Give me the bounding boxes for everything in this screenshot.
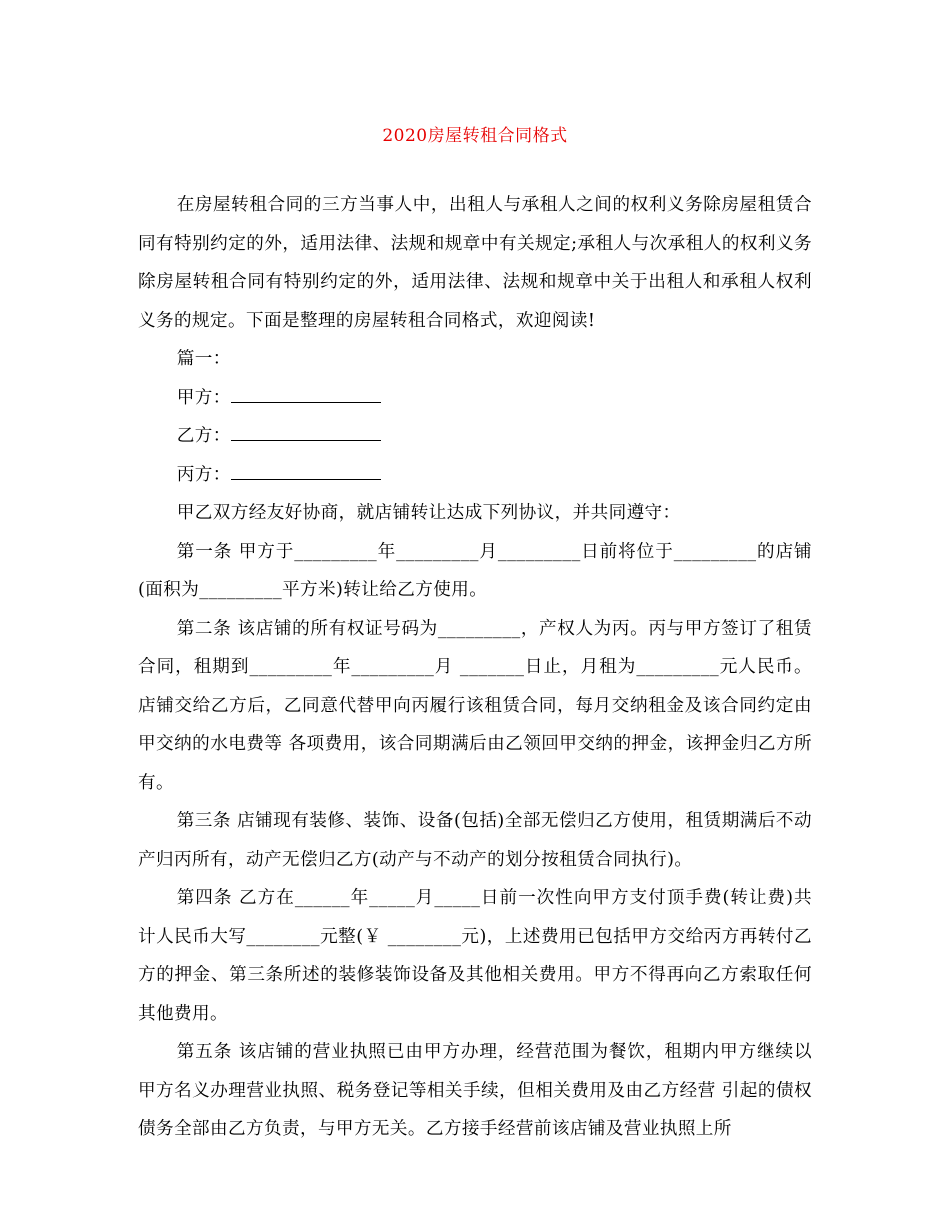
document-body xyxy=(138,186,812,1149)
party-c-label: 丙方： xyxy=(176,464,231,485)
document-title: 2020房屋转租合同格式 xyxy=(382,126,568,146)
party-a-label: 甲方： xyxy=(176,387,231,408)
section-label: 篇一： xyxy=(176,349,231,369)
party-b-blank xyxy=(231,439,381,441)
party-b-line xyxy=(138,417,812,456)
article-3: 第三条 店铺现有装修、装饰、设备(包括)全部无偿归乙方使用，租赁期满后不动产归丙所有，动产无偿归乙方(动产与不动产的划分按租赁合同执行)。 xyxy=(138,811,812,870)
party-c-line xyxy=(138,456,812,495)
article-2: 第二条 该店铺的所有权证号码为_________，产权人为丙。丙与甲方签订了租赁合同，租期到_________年_________月 _______日止，月租为_________元人民币。店铺交给乙方后，乙同意代替甲向丙履行该租赁合同，每月交纳租金及该合同约定由甲交纳的水电费等 各项费用，该合同期满后由乙领回甲交纳的押金，该押金归乙方所有。 xyxy=(138,618,812,793)
party-a-blank xyxy=(231,401,381,403)
article-4: 第四条 乙方在______年_____月_____日前一次性向甲方支付顶手费(转让费)共计人民币大写________元整(￥ ________元)，上述费用已包括甲方交给丙方再转付乙方的押金、第三条所述的装修装饰设备及其他相关费用。甲方不得再向乙方索取任何其他费用。 xyxy=(138,888,812,1024)
article-5: 第五条 该店铺的营业执照已由甲方办理，经营范围为餐饮，租期内甲方继续以甲方名义办理营业执照、税务登记等相关手续，但相关费用及由乙方经营 引起的债权债务全部由乙方负责，与甲方无关。乙方接手经营前该店铺及营业执照上所 xyxy=(138,1042,812,1139)
party-b-label: 乙方： xyxy=(176,426,231,446)
article-1: 第一条 甲方于_________年_________月_________日前将位于_________的店铺(面积为_________平方米)转让给乙方使用。 xyxy=(138,541,812,600)
intro-paragraph: 在房屋转租合同的三方当事人中，出租人与承租人之间的权利义务除房屋租赁合同有特别约定的外，适用法律、法规和规章中有关规定;承租人与次承租人的权利义务除房屋转租合同有特别约定的外，适用法律、法规和规章中关于出租人和承租人权利义务的规定。下面是整理的房屋转租合同格式，欢迎阅读! xyxy=(138,195,812,331)
party-a-line xyxy=(138,379,812,418)
agreement-intro: 甲乙双方经友好协商，就店铺转让达成下列协议，并共同遵守： xyxy=(176,503,681,523)
party-c-blank xyxy=(231,478,381,480)
